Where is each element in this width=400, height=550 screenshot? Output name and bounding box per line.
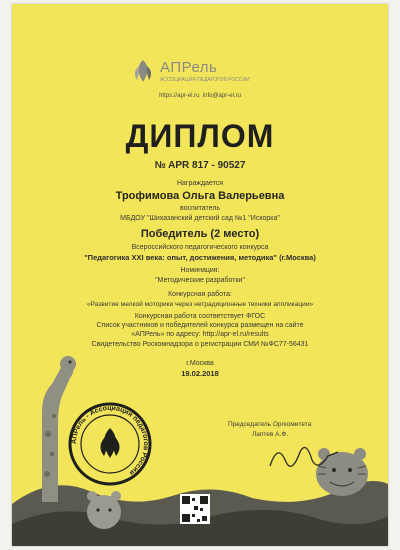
logo-brand: АПРель [160,59,218,76]
logo-subtitle: АССОЦИАЦИЯ ПЕДАГОГОВ РОССИИ [160,77,250,83]
fgos-note: Конкурсная работа соответствует ФГОС [134,313,266,320]
recipient-position: воспитатель [179,205,221,212]
chair-title: Председатель Оргкомитета [228,421,312,428]
work-title: «Развитие мелкой моторики через нетрадиционные техники аппликации» [86,301,314,308]
leaf-icon [130,58,156,84]
work-label: Конкурсная работа: [168,291,232,298]
diploma-title: ДИПЛОМ [125,118,275,154]
issue-date: 19.02.2018 [181,369,219,378]
awarded-label: Награждается [176,180,224,187]
list-note-2: «АПРель» по адресу: http://apr-el.ru/results [131,331,269,338]
diploma-page [12,4,388,546]
contest-name: "Педагогика XXI века: опыт, достижения, методика" (г.Москва) [84,253,316,262]
recipient-organization: МБДОУ "Шихазанский детский сад №1 "Искорка" [120,215,280,222]
chair-name: Лаптев А.Ф. [252,431,289,438]
email-link[interactable]: info@apr-el.ru [202,93,241,99]
nomination-label: Номинация: [180,267,220,274]
bear-illustration [87,491,121,529]
nomination-value: "Методические разработки" [155,277,245,284]
website-link[interactable]: https://apr-el.ru [159,93,200,99]
contacts-line [12,93,388,99]
award-place: Победитель (2 место) [140,228,260,240]
city: г.Москва [186,360,214,367]
recipient-name: Трофимова Ольга Валерьевна [115,190,285,202]
registration-note: Свидетельство Роскомнадзора о регистрации СМИ №ФС77-56431 [91,341,309,348]
stamp-text: АПРель - Ассоциация педагогов России [70,404,150,477]
contest-type: Всероссийского педагогического конкурса [131,244,269,251]
apr-logo [130,56,270,86]
diploma-number: № APR 817 - 90527 [154,160,246,171]
qr-code [180,494,210,524]
tiger-illustration [316,448,368,496]
stamp-seal [70,404,150,484]
list-note-1: Список участников и победителей конкурса размещен на сайте [96,322,304,329]
